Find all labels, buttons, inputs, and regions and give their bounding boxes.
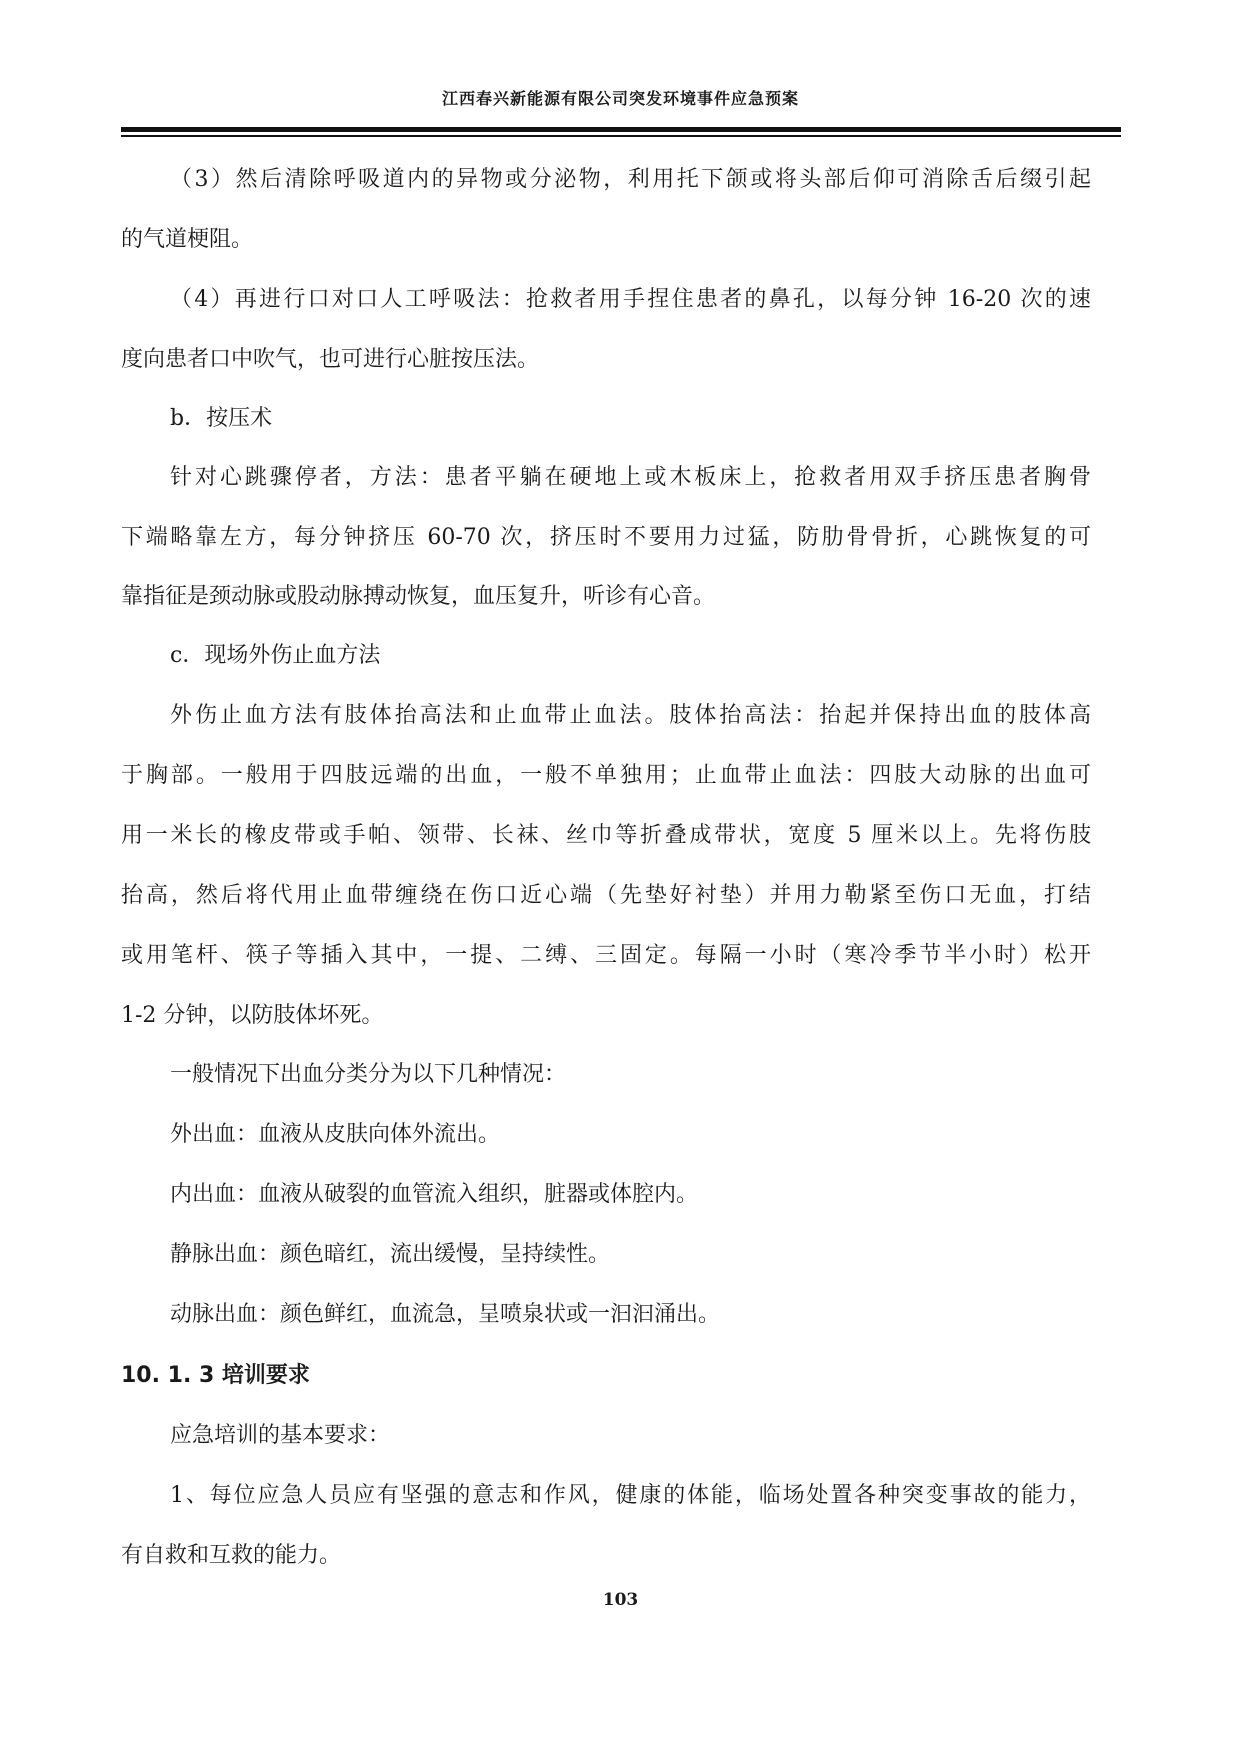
- paragraph-line: 针对心跳骤停者，方法：患者平躺在硬地上或木板床上，抢救者用双手挤压患者胸骨: [170, 465, 1091, 490]
- paragraph-line: 于胸部。一般用于四肢远端的出血，一般不单独用；止血带止血法：四肢大动脉的出血可: [121, 763, 1091, 788]
- paragraph-line: 靠指征是颈动脉或股动脉搏动恢复，血压复升，听诊有心音。: [121, 584, 716, 609]
- header-rule-thick: [121, 127, 1121, 132]
- paragraph-line: 一般情况下出血分类分为以下几种情况：: [170, 1062, 567, 1087]
- paragraph-line: 用一米长的橡皮带或手帕、领带、长袜、丝巾等折叠成带状，宽度 5 厘米以上。先将伤肢: [121, 823, 1091, 848]
- header-rule-thin: [121, 135, 1121, 137]
- paragraph-line: 或用笔杆、筷子等插入其中，一提、二缚、三固定。每隔一小时（寒冷季节半小时）松开: [121, 943, 1091, 968]
- paragraph-line: 内出血：血液从破裂的血管流入组织，脏器或体腔内。: [170, 1182, 699, 1207]
- paragraph-line: 有自救和互救的能力。: [121, 1543, 342, 1568]
- paragraph-line: 外伤止血方法有肢体抬高法和止血带止血法。肢体抬高法：抬起并保持出血的肢体高: [170, 703, 1091, 728]
- paragraph-line: c．现场外伤止血方法: [170, 643, 381, 668]
- section-heading: 10. 1. 3 培训要求: [121, 1363, 310, 1388]
- paragraph-line: 1、每位应急人员应有坚强的意志和作风，健康的体能，临场处置各种突变事故的能力，: [170, 1483, 1091, 1508]
- paragraph-line: b．按压术: [170, 406, 273, 431]
- paragraph-line: （4）再进行口对口人工呼吸法：抢救者用手捏住患者的鼻孔，以每分钟 16-20 次的速: [170, 287, 1091, 312]
- paragraph-line: 的气道梗阻。: [121, 227, 254, 252]
- page-number: 103: [602, 1590, 639, 1610]
- paragraph-line: 下端略靠左方，每分钟挤压 60-70 次，挤压时不要用力过猛，防肋骨骨折，心跳恢复的可: [121, 525, 1091, 550]
- paragraph-line: 抬高，然后将代用止血带缠绕在伤口近心端（先垫好衬垫）并用力勒紧至伤口无血，打结: [121, 883, 1091, 908]
- paragraph-line: 度向患者口中吹气，也可进行心脏按压法。: [121, 347, 540, 372]
- paragraph-line: 1-2 分钟，以防肢体坏死。: [121, 1003, 384, 1028]
- paragraph-line: 静脉出血：颜色暗红，流出缓慢，呈持续性。: [170, 1242, 611, 1267]
- paragraph-line: 应急培训的基本要求：: [170, 1423, 391, 1448]
- paragraph-line: 外出血：血液从皮肤向体外流出。: [170, 1122, 501, 1147]
- page-header-title: 江西春兴新能源有限公司突发环境事件应急预案: [441, 89, 799, 108]
- paragraph-line: （3）然后清除呼吸道内的异物或分泌物，利用托下颌或将头部后仰可消除舌后缀引起: [170, 167, 1091, 192]
- paragraph-line: 动脉出血：颜色鲜红，血流急，呈喷泉状或一汩汩涌出。: [170, 1302, 721, 1327]
